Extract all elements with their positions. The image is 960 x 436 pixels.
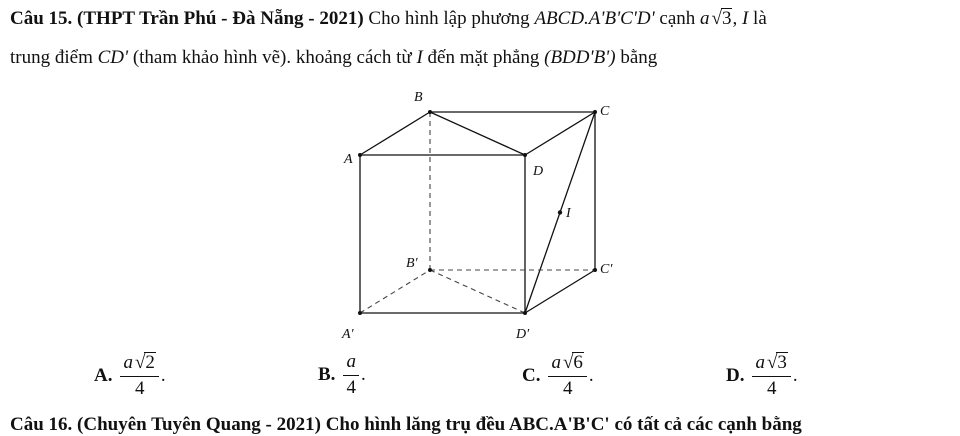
label-C: C [600, 104, 610, 119]
question-number: Câu 15. [10, 8, 73, 29]
question-text: Cho hình lập phương [368, 8, 530, 29]
answer-option-c[interactable]: C. $\frac{a √6}{4}$ . [522, 352, 594, 399]
vertex-A [358, 153, 362, 157]
point-label: I [741, 8, 749, 29]
point-label: I [416, 47, 423, 68]
answer-option-d[interactable]: D. $\frac{a √3}{4}$ . [726, 352, 798, 399]
question-source: (THPT Trần Phú - Đà Nẵng - 2021) [77, 8, 364, 29]
segment-name: CD' [97, 47, 129, 68]
vertex-A1 [358, 311, 362, 315]
edge-D1C1 [525, 270, 595, 313]
question-line-1: Câu 15. (THPT Trần Phú - Đà Nẵng - 2021) Cho hình lập phương ABCD.A'B'C'D' cạnh a √3, I là [10, 8, 767, 29]
label-A: A [344, 152, 353, 167]
label-D: D [533, 164, 544, 179]
fraction: $\frac{a √3}{4}$ [752, 352, 790, 400]
answer-option-a[interactable]: A. $\frac{a √2}{4}$ . [94, 352, 166, 399]
solid-name: ABCD.A'B'C'D' [534, 8, 655, 29]
label-D1: D′ [516, 327, 530, 342]
vertex-B1 [428, 268, 432, 272]
vertex-B [428, 110, 432, 114]
vertex-D [523, 153, 527, 157]
answer-option-b[interactable]: B. $\frac{a}{4}$ . [318, 351, 366, 398]
label-B1: B′ [406, 256, 418, 271]
vertex-C1 [593, 268, 597, 272]
hidden-edge-A1B1 [360, 270, 430, 313]
edge-AB [360, 112, 430, 155]
edge-CD [525, 112, 595, 155]
next-question-partial: Câu 16. (Chuyên Tuyên Quang - 2021) Cho hình lăng trụ đều ABC.A'B'C' có tất cả các cạnh bằng [10, 414, 802, 435]
cube-figure [330, 85, 630, 350]
label-B: B [414, 90, 423, 105]
vertex-D1 [523, 311, 527, 315]
vertex-C [593, 110, 597, 114]
edge-length: a √3 [700, 8, 732, 29]
plane-name: (BDD'B') [544, 47, 616, 68]
fraction: $\frac{a √2}{4}$ [120, 352, 158, 400]
question-text: cạnh [659, 8, 696, 29]
diagonal-BD [430, 112, 525, 155]
point-I [558, 210, 562, 214]
fraction: $\frac{a √6}{4}$ [548, 352, 586, 400]
hidden-diagonal-B1D1 [430, 270, 525, 313]
label-A1: A′ [342, 327, 354, 342]
label-C1: C′ [600, 262, 613, 277]
fraction: $\frac{a}{4}$ [343, 352, 359, 399]
label-I: I [566, 206, 571, 221]
question-line-2: trung điểm CD' (tham khảo hình vẽ). khoảng cách từ I đến mặt phẳng (BDD'B') bằng [10, 47, 658, 68]
